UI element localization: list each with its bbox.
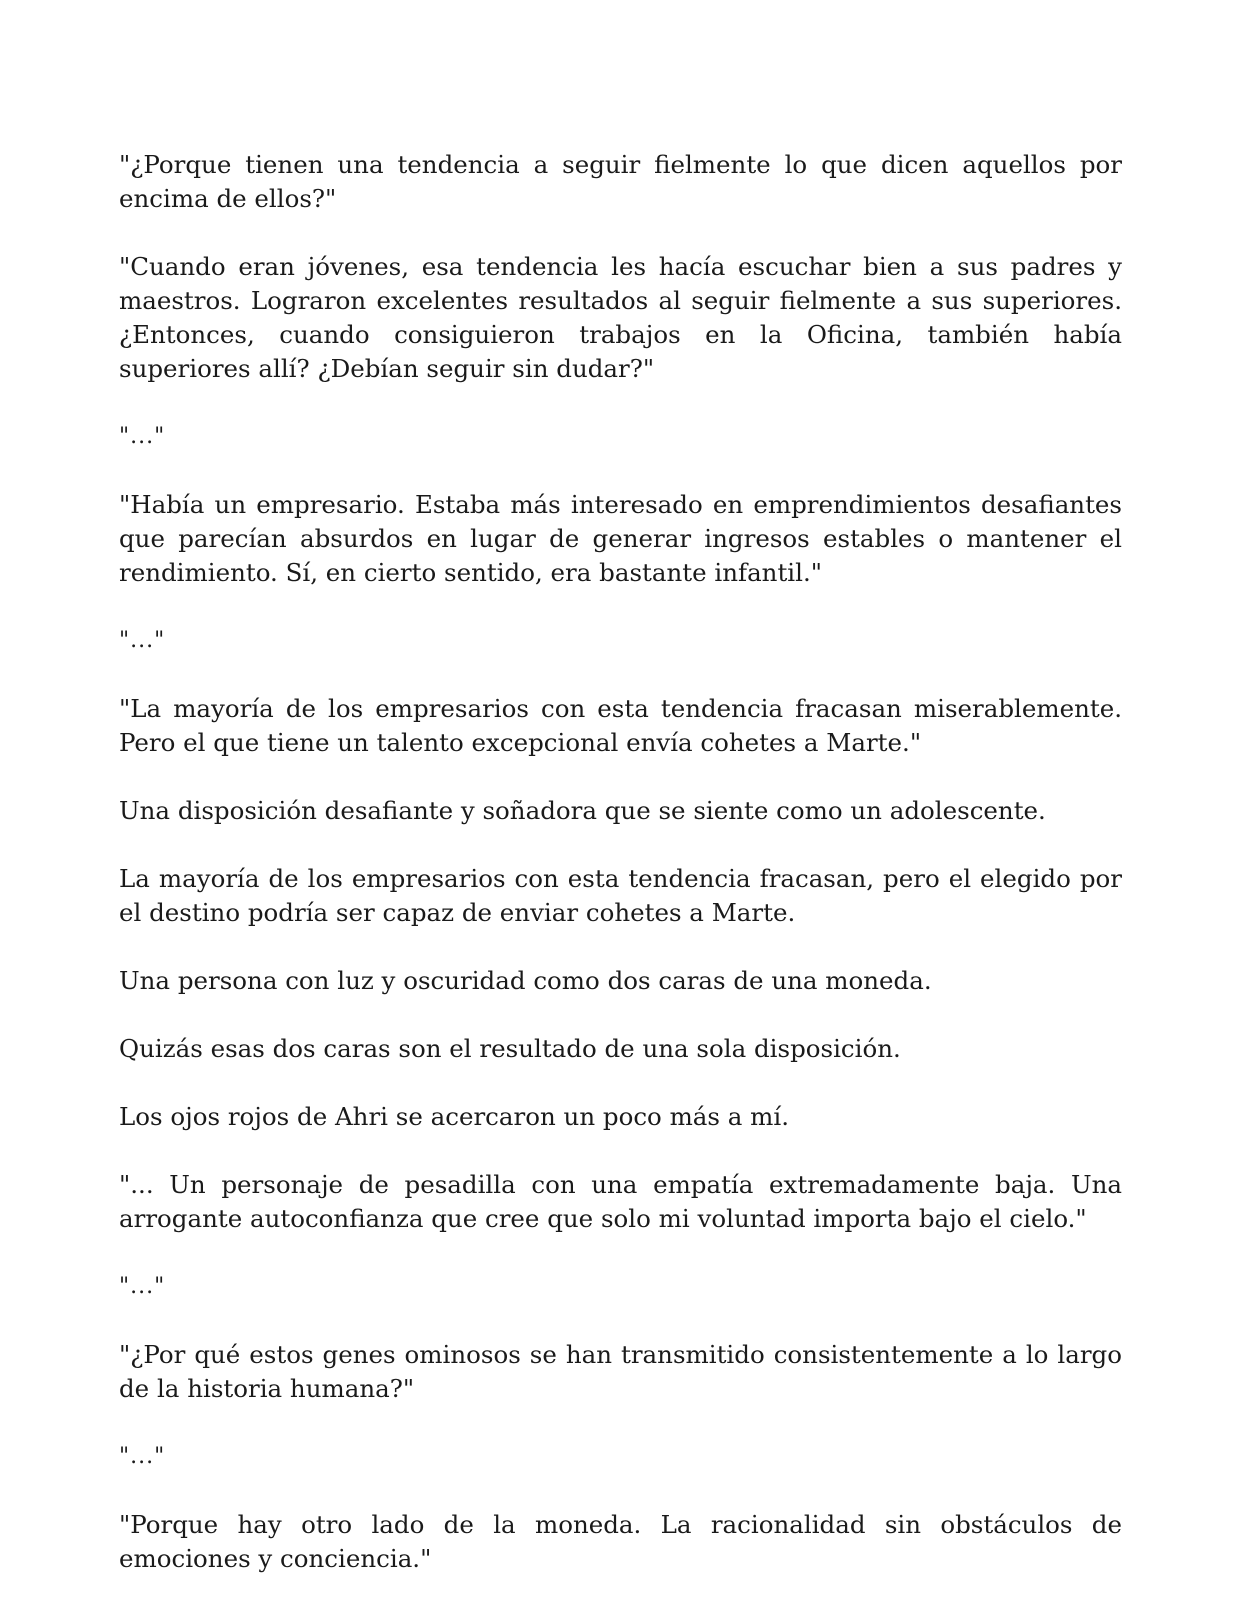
- paragraph-15: "...": [119, 1444, 166, 1469]
- paragraph-11: Los ojos rojos de Ahri se acercaron un poco más a mí.: [119, 1102, 790, 1131]
- paragraph-6: "La mayoría de los empresarios con esta tendencia fracasan miserablemente. Pero el que tiene un talento excepcional envía cohetes a Marte.": [119, 694, 1122, 757]
- paragraph-4: "Había un empresario. Estaba más interesado en emprendimientos desafiantes que parecían absurdos en lugar de generar ingresos estables o mantener el rendimiento. Sí, en cierto sentido, era bastante infantil.": [119, 490, 1122, 587]
- paragraph-9: Una persona con luz y oscuridad como dos caras de una moneda.: [119, 966, 932, 995]
- paragraph-3: "...": [119, 424, 166, 449]
- paragraph-1: "¿Porque tienen una tendencia a seguir fielmente lo que dicen aquellos por encima de ellos?": [119, 150, 1122, 213]
- paragraph-12: "... Un personaje de pesadilla con una empatía extremadamente baja. Una arrogante autoconfianza que cree que solo mi voluntad importa bajo el cielo.": [119, 1170, 1122, 1233]
- paragraph-7: Una disposición desafiante y soñadora que se siente como un adolescente.: [119, 796, 1046, 825]
- paragraph-2: "Cuando eran jóvenes, esa tendencia les hacía escuchar bien a sus padres y maestros. Lograron excelentes resultados al seguir fielmente a sus superiores. ¿Entonces, cuando consiguieron trabajos en la Oficina, también había superiores allí? ¿Debían seguir sin dudar?": [119, 252, 1122, 383]
- paragraph-16: "Porque hay otro lado de la moneda. La racionalidad sin obstáculos de emociones y conciencia.": [119, 1510, 1122, 1573]
- paragraph-10: Quizás esas dos caras son el resultado de una sola disposición.: [119, 1034, 901, 1063]
- paragraph-14: "¿Por qué estos genes ominosos se han transmitido consistentemente a lo largo de la historia humana?": [119, 1340, 1122, 1403]
- document-page: [119, 148, 1122, 1576]
- paragraph-5: "...": [119, 628, 166, 653]
- paragraph-13: "...": [119, 1274, 166, 1299]
- paragraph-8: La mayoría de los empresarios con esta tendencia fracasan, pero el elegido por el destino podría ser capaz de enviar cohetes a Marte.: [119, 864, 1122, 927]
